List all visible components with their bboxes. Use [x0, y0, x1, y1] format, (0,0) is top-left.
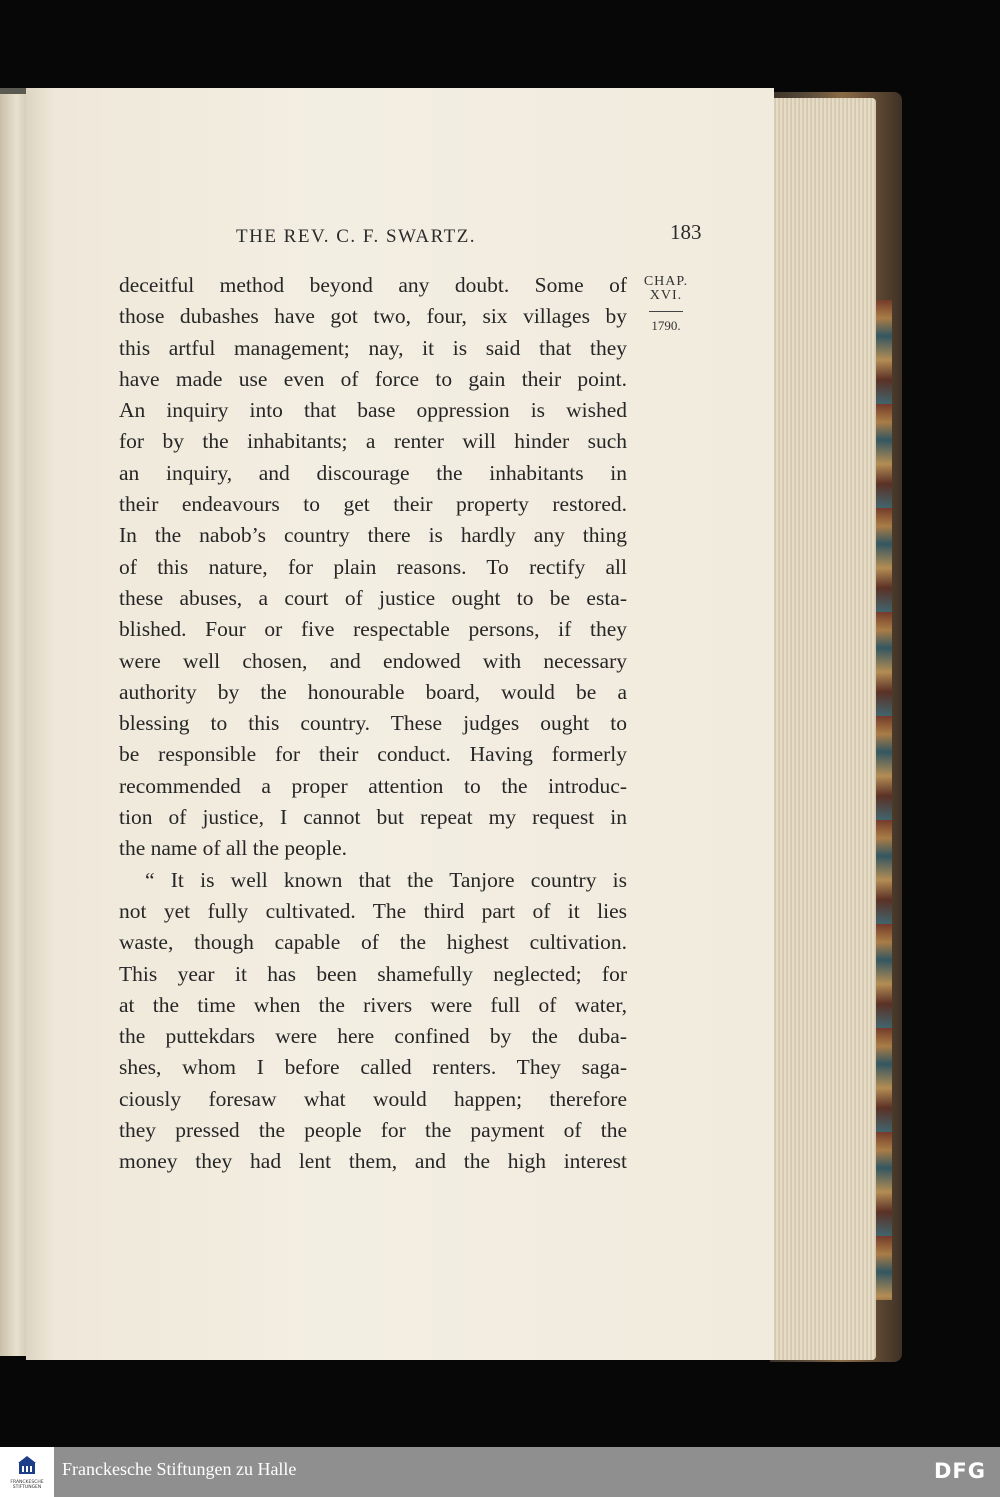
paragraph-start-line: “ It is well known that the Tanjore country is [145, 867, 627, 892]
text-line: were well chosen, and endowed with necessary [119, 648, 627, 673]
margin-year: 1790. [651, 318, 681, 333]
text-line: tion of justice, I cannot but repeat my request in [119, 805, 627, 830]
text-line: ciously foresaw what would happen; therefore [119, 1086, 627, 1111]
page-edges [768, 98, 876, 1360]
text-line: their endeavours to get their property restored. [119, 492, 627, 517]
paragraph-end-line: the name of all the people. [119, 836, 348, 861]
text-line: these abuses, a court of justice ought to be esta- [119, 585, 627, 610]
text-line: this artful management; nay, it is said that they [119, 335, 627, 360]
text-line: of this nature, for plain reasons. To rectify all [119, 554, 627, 579]
text-line: they pressed the people for the payment of the [119, 1118, 627, 1143]
logo-caption: FRANCKESCHE STIFTUNGEN [10, 1480, 44, 1490]
text-line: those dubashes have got two, four, six villages by [119, 304, 627, 329]
institution-logo[interactable] [0, 1447, 54, 1497]
text-line: blished. Four or five respectable persons, if they [119, 617, 627, 642]
margin-rule [649, 311, 683, 312]
running-head: THE REV. C. F. SWARTZ. [236, 226, 477, 247]
text-line: waste, though capable of the highest cultivation. [119, 930, 627, 955]
chapter-label: CHAP. [643, 274, 689, 289]
text-line: deceitful method beyond any doubt. Some of [119, 273, 627, 297]
text-line: the puttekdars were here confined by the duba- [119, 1024, 627, 1049]
margin-note [634, 274, 698, 334]
viewer-footer [0, 1447, 1000, 1497]
text-line: authority by the honourable board, would be a [119, 679, 627, 704]
institution-name[interactable]: Franckesche Stiftungen zu Halle [62, 1459, 297, 1479]
building-icon [18, 1455, 36, 1475]
text-line: In the nabob’s country there is hardly any thing [119, 523, 627, 548]
text-line: blessing to this country. These judges ought to [119, 711, 627, 736]
text-line: An inquiry into that base oppression is wished [119, 398, 627, 423]
dfg-logo[interactable]: DFG [934, 1459, 987, 1483]
text-line: an inquiry, and discourage the inhabitants in [119, 460, 627, 485]
body-text [119, 270, 627, 1178]
chapter-number: XVI. [649, 288, 683, 303]
text-line: recommended a proper attention to the introduc- [119, 773, 627, 798]
text-line: at the time when the rivers were full of water, [119, 992, 627, 1017]
text-line: not yet fully cultivated. The third part of it lies [119, 898, 627, 923]
text-line: have made use even of force to gain their point. [119, 366, 627, 391]
text-line: shes, whom I before called renters. They saga- [119, 1055, 627, 1080]
text-line: money they had lent them, and the high interest [119, 1149, 627, 1174]
text-line: for by the inhabitants; a renter will hinder such [119, 429, 627, 454]
page-number: 183 [670, 220, 702, 244]
text-line: This year it has been shamefully neglected; for [119, 961, 627, 986]
text-line: be responsible for their conduct. Having formerly [119, 742, 627, 767]
